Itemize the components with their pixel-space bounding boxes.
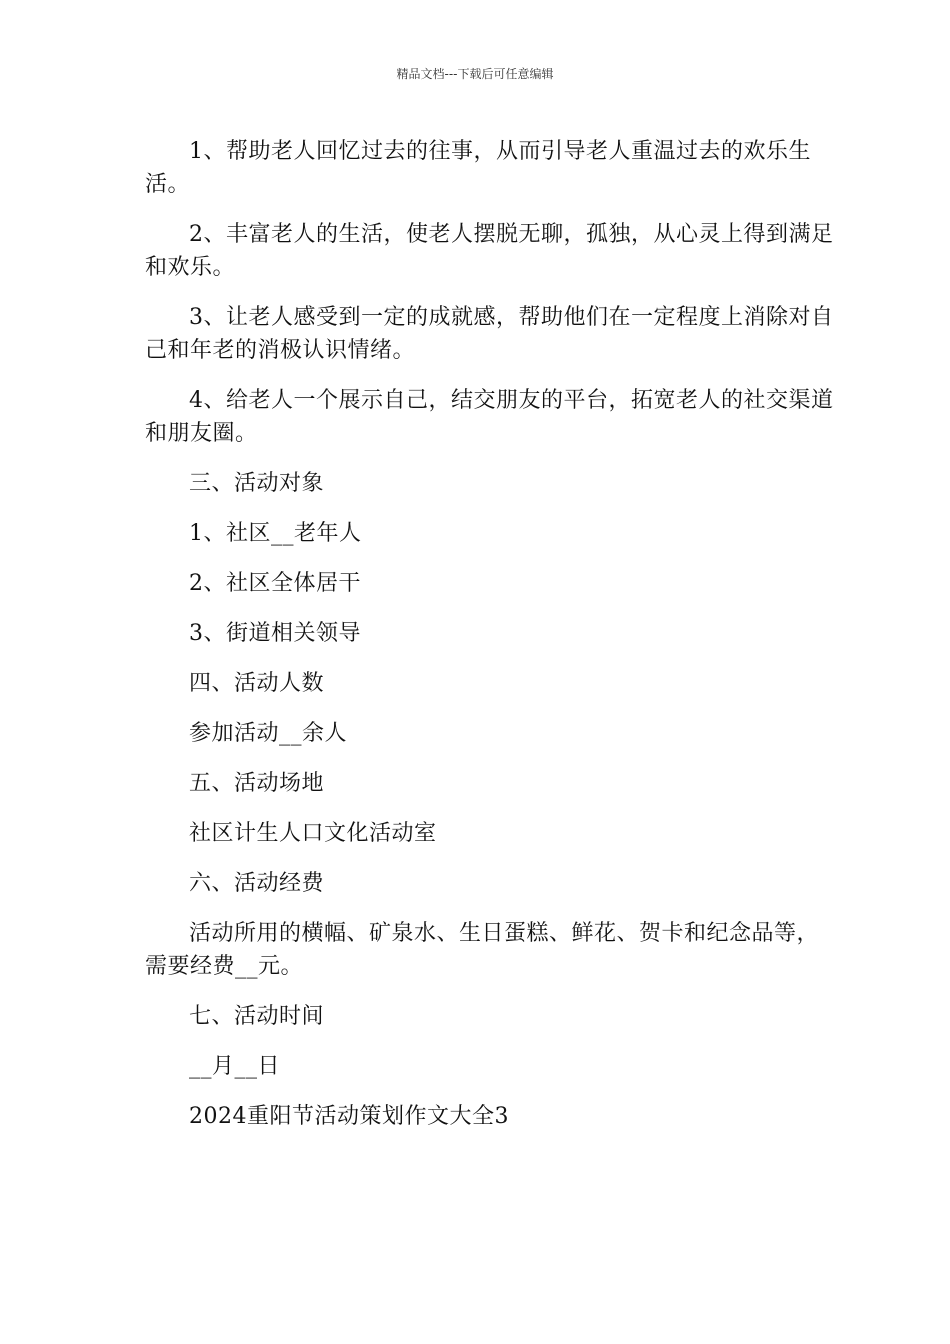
participants-item-2: 2、社区全体居干 <box>189 571 361 596</box>
headcount-text: 参加活动__余人 <box>189 721 348 746</box>
participants-item-3: 3、街道相关领导 <box>189 621 361 646</box>
paragraph-goal-2: 2、丰富老人的生活，使老人摆脱无聊，孤独，从心灵上得到满足和欢乐。 <box>145 222 834 280</box>
section-heading-time: 七、活动时间 <box>189 1004 325 1029</box>
section-heading-headcount: 四、活动人数 <box>189 671 325 696</box>
paragraph-goal-3: 3、让老人感受到一定的成就感，帮助他们在一定程度上消除对自己和年老的消极认识情绪。 <box>145 305 834 363</box>
document-body <box>145 135 835 1133</box>
participants-item-1: 1、社区__老年人 <box>189 521 362 546</box>
budget-text: 活动所用的横幅、矿泉水、生日蛋糕、鲜花、贺卡和纪念品等，需要经费__元。 <box>145 921 820 979</box>
venue-text: 社区计生人口文化活动室 <box>189 821 437 846</box>
paragraph-goal-4: 4、给老人一个展示自己，结交朋友的平台，拓宽老人的社交渠道和朋友圈。 <box>145 388 834 446</box>
section-heading-venue: 五、活动场地 <box>189 771 325 796</box>
paragraph-goal-1: 1、帮助老人回忆过去的往事，从而引导老人重温过去的欢乐生活。 <box>145 139 811 197</box>
next-article-title: 2024重阳节活动策划作文大全3 <box>189 1104 509 1129</box>
section-heading-participants: 三、活动对象 <box>189 471 325 496</box>
time-text: __月__日 <box>189 1054 281 1079</box>
section-heading-budget: 六、活动经费 <box>189 871 325 896</box>
page-header: 精品文档---下载后可任意编辑 <box>396 67 554 81</box>
